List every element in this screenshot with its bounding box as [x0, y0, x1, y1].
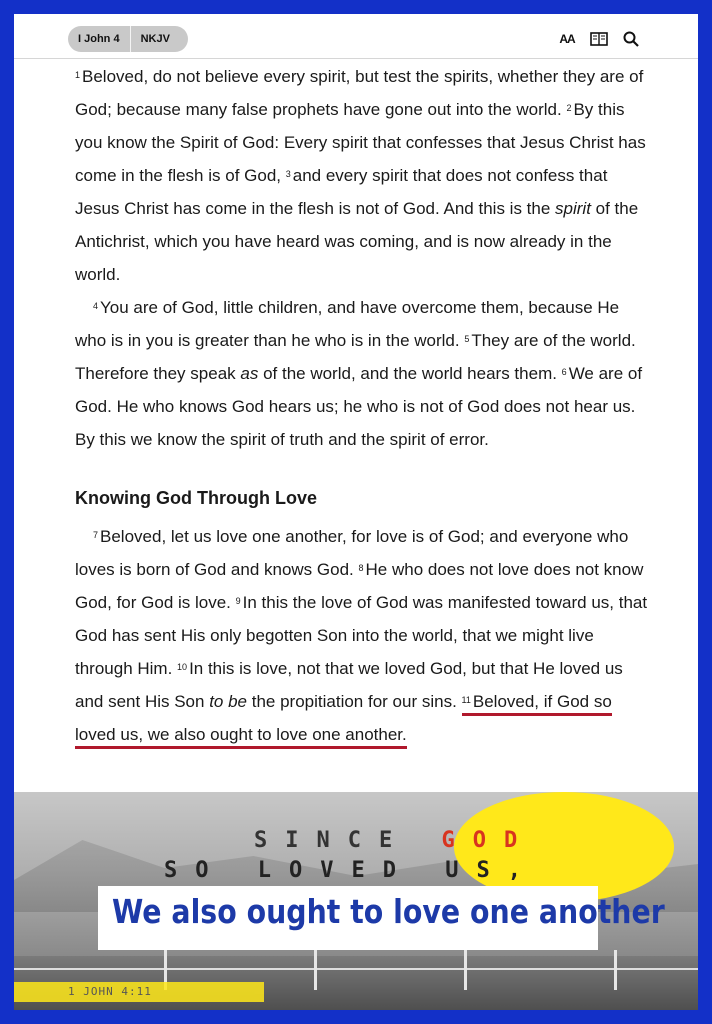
- banner-word-god: GOD: [441, 828, 536, 853]
- verse-number[interactable]: 3: [285, 169, 291, 179]
- verse-text: By this you know the Spirit of God: Every spirit that confesses that Jesus Christ has come in the flesh is of God,: [75, 100, 646, 185]
- italic-word: spirit: [555, 199, 591, 218]
- verse-number[interactable]: 1: [75, 70, 81, 80]
- railing-post: [614, 950, 617, 990]
- railing-post: [314, 950, 317, 990]
- text-size-icon[interactable]: AA: [559, 32, 575, 46]
- verse-number[interactable]: 5: [464, 334, 470, 344]
- verse-number[interactable]: 8: [358, 563, 364, 573]
- verse-number[interactable]: 7: [93, 530, 99, 540]
- version-button[interactable]: NKJV: [140, 33, 170, 45]
- book-version-selector[interactable]: [68, 26, 188, 52]
- caption-box: [98, 886, 665, 950]
- scripture-text: [75, 60, 655, 751]
- verse-number[interactable]: 10: [177, 662, 188, 672]
- railing-post: [464, 950, 467, 990]
- reference-text: 1 JOHN 4:11: [68, 985, 152, 998]
- reference-strip: [14, 982, 264, 1002]
- verse-number[interactable]: 2: [566, 103, 572, 113]
- toolbar-icons: [558, 30, 640, 48]
- verse-number[interactable]: 6: [561, 367, 567, 377]
- paragraph-2: [75, 291, 655, 456]
- verse-text: Beloved, if God so loved us, we also ought to love one another.: [75, 692, 612, 744]
- railing: [14, 968, 698, 970]
- banner-word-since: SINCE: [254, 828, 411, 853]
- paragraph-3: [75, 520, 655, 751]
- toolbar: [14, 14, 698, 59]
- verse-text: Beloved, do not believe every spirit, but test the spirits, whether they are of God; because many false prophets have gone out into the world.: [75, 67, 644, 119]
- section-heading: Knowing God Through Love: [75, 488, 317, 508]
- banner-line-2: SO LOVED US,: [164, 858, 539, 883]
- verse-image-banner: [14, 792, 698, 1010]
- verse-text: the propitiation for our sins.: [247, 692, 462, 711]
- verse-text: of the world, and the world hears them.: [258, 364, 562, 383]
- verse-text: He who does not love does not know God, for God is love.: [75, 560, 644, 612]
- caption-text: We also ought to love one another: [112, 892, 665, 931]
- verse-text: They are of the world. Therefore they speak: [75, 331, 636, 383]
- verse-text: In this the love of God was manifested toward us, that God has sent His only begotten Son into the world, that we might live through Him.: [75, 593, 648, 678]
- verse-text: and every spirit that does not confess that Jesus Christ has come in the flesh is not of God. And this is the: [75, 166, 608, 218]
- italic-word: to be: [209, 692, 248, 711]
- search-icon[interactable]: [622, 30, 640, 48]
- verse-number[interactable]: 9: [235, 596, 241, 606]
- verse-text: Beloved, let us love one another, for love is of God; and everyone who loves is born of God and knows God.: [75, 527, 629, 579]
- italic-word: as: [240, 364, 259, 383]
- verse-text: of the Antichrist, which you have heard was coming, and is now already in the world.: [75, 199, 639, 284]
- verse-text: In this is love, not that we loved God, but that He loved us and sent His Son: [75, 659, 623, 711]
- reader-icon[interactable]: [590, 30, 608, 48]
- verse-text: We are of God. He who knows God hears us; he who is not of God does not hear us. By this we know the spirit of truth and the spirit of error.: [75, 364, 643, 449]
- verse-number[interactable]: 11: [461, 695, 471, 705]
- book-chapter-button[interactable]: I John 4: [78, 33, 120, 45]
- paragraph-1: [75, 60, 655, 291]
- banner-line-1: [254, 828, 535, 853]
- verse-number[interactable]: 4: [93, 301, 99, 311]
- reader-window: [14, 14, 698, 1010]
- verse-text: You are of God, little children, and have overcome them, because He who is in you is greater than he who is in the world.: [75, 298, 620, 350]
